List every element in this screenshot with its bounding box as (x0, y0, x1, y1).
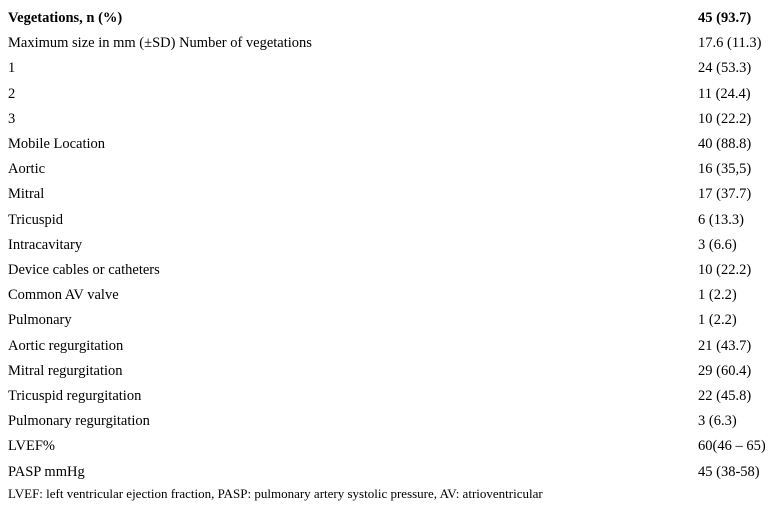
table-row (8, 31, 780, 56)
row-value: 6 (13.3) (698, 211, 744, 228)
table-row (8, 107, 780, 132)
row-label: 2 (8, 85, 16, 102)
row-label: Pulmonary regurgitation (8, 413, 150, 430)
row-value: 11 (24.4) (698, 85, 751, 102)
row-value: 21 (43.7) (698, 337, 752, 354)
row-value: 22 (45.8) (698, 388, 752, 405)
row-value: 60(46 – 65) (698, 438, 766, 455)
row-label: LVEF% (8, 438, 55, 455)
row-value: 45 (38-58) (698, 463, 760, 480)
row-label: Intracavitary (8, 236, 83, 253)
table-row (8, 6, 780, 31)
table-row (8, 182, 780, 207)
row-label: Aortic regurgitation (8, 337, 124, 354)
row-label: Mobile Location (8, 136, 106, 153)
table-row (8, 56, 780, 81)
table-row (8, 233, 780, 258)
table-row (8, 359, 780, 384)
row-value: 29 (60.4) (698, 362, 752, 379)
row-label: Mitral (8, 186, 45, 203)
row-value: 45 (93.7) (698, 10, 752, 26)
row-label: Tricuspid (8, 211, 64, 228)
row-label: 3 (8, 110, 16, 127)
row-value: 3 (6.6) (698, 236, 737, 253)
table-row (8, 460, 780, 485)
row-value: 3 (6.3) (698, 413, 737, 430)
row-value: 1 (2.2) (698, 287, 737, 304)
table-row (8, 308, 780, 333)
row-value: 1 (2.2) (698, 312, 737, 329)
row-value: 24 (53.3) (698, 60, 752, 77)
row-label: Pulmonary (8, 312, 72, 329)
row-value: 16 (35,5) (698, 161, 752, 178)
row-value: 40 (88.8) (698, 136, 752, 153)
row-label: 1 (8, 60, 16, 77)
row-value: 17 (37.7) (698, 186, 752, 203)
row-label: Common AV valve (8, 287, 119, 304)
table-row (8, 283, 780, 308)
row-label: Tricuspid regurgitation (8, 388, 142, 405)
table-row (8, 384, 780, 409)
table-row (8, 82, 780, 107)
row-label: Vegetations, n (%) (8, 10, 123, 26)
row-label: Mitral regurgitation (8, 362, 123, 379)
table-row (8, 258, 780, 283)
row-value: 10 (22.2) (698, 262, 752, 279)
row-label: Aortic (8, 161, 46, 178)
row-value: 17.6 (11.3) (698, 35, 762, 52)
table-footnote: LVEF: left ventricular ejection fraction, PASP: pulmonary artery systolic pressure, AV: atrioventricular (8, 485, 543, 501)
table-row (8, 157, 780, 182)
table-row (8, 409, 780, 434)
table-row (8, 434, 780, 459)
row-label: Device cables or catheters (8, 262, 160, 279)
row-label: PASP mmHg (8, 463, 85, 480)
table-body (8, 6, 780, 485)
table-row (8, 208, 780, 233)
table-row (8, 334, 780, 359)
clinical-characteristics-table (8, 6, 780, 485)
table-row (8, 132, 780, 157)
row-label: Maximum size in mm (±SD) Number of vegetations (8, 35, 312, 52)
row-value: 10 (22.2) (698, 110, 752, 127)
